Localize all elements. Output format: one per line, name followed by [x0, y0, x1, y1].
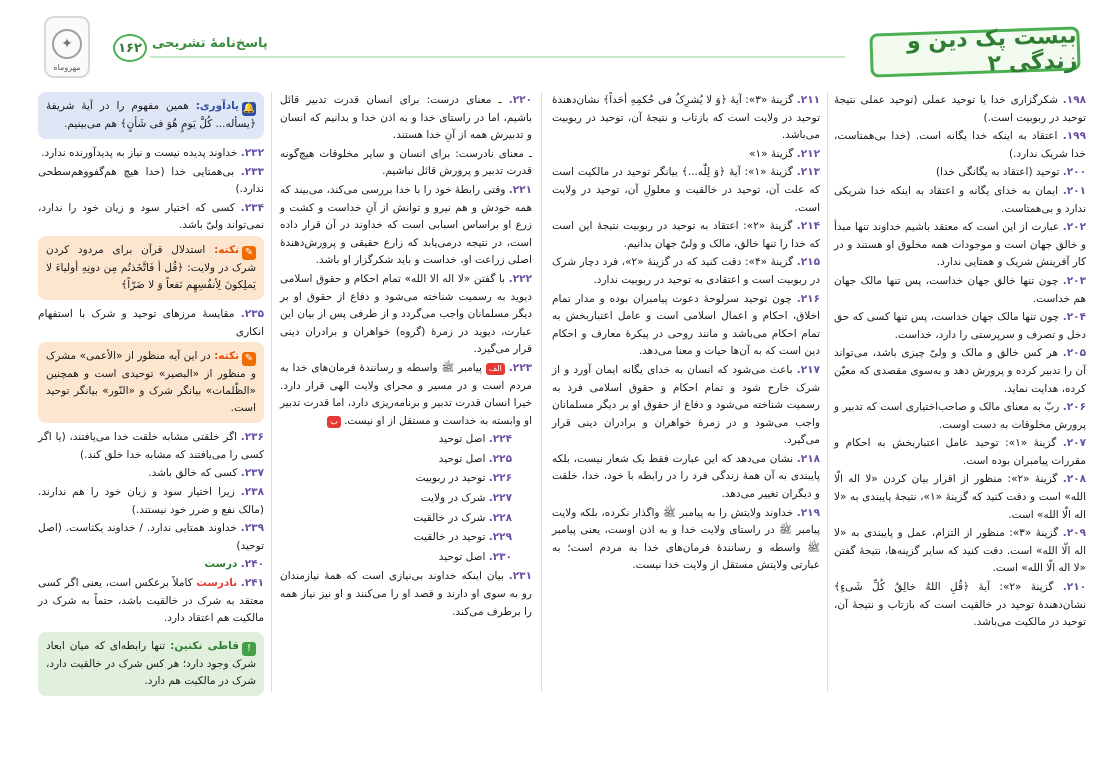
answer-item: ۲۴۱. نادرست کاملاً برعکس است، یعنی اگر کسی معتقد به شرک در خالقیت باشد، حتماً به شرک در مالکیت هم اعتقاد دارد. — [38, 576, 264, 625]
answer-item — [38, 465, 264, 483]
answer-item — [38, 520, 264, 555]
answer-text: پیامبر ﷺ واسطه و رسانندهٔ فرمان‌های خدا به مردم است و در مسیر و مجرای ولایت الهی قرار دارد. خیرا انسان قدرت تدبیر و برنامه‌ریزی دارد، اما قدرت تدبیر او وابسته به خداست و مستقل از او نیست. — [280, 361, 532, 427]
answer-number: ۲۰۰. — [1062, 166, 1086, 179]
answer-number: ۲۱۰. — [1062, 581, 1087, 594]
answer-item — [552, 146, 820, 164]
answer-number: ۲۲۲. — [508, 272, 532, 285]
answer-text: گزینهٔ «۱» — [749, 147, 794, 160]
answer-text: چون توحید سرلوحهٔ دعوت پیامبران بوده و مدار تمام اخلاق، احکام و اعمال اسلامی است و عامل اعتباربخش به تمام احکام می‌باشد و مانند روحی در پیکرهٔ معارف و احکام دین است که به آن‌ها حیات و معنا می‌دهد. — [552, 292, 820, 358]
answer-item — [280, 549, 512, 567]
answer-item — [834, 128, 1086, 163]
page-header — [0, 0, 1100, 80]
answer-text: گزینهٔ «۴»: دقت کنید که در گزینهٔ «۲»، فرد دچار شرک در ربوبیت است و اعتقادی به توحید در ربوبیت ندارد. — [552, 256, 820, 286]
answer-text: ـ معنای نادرست: برای انسان و سایر مخلوقات هیچ‌گونه قدرت تدبیر و پرورش قائل نباشیم. — [280, 147, 532, 178]
answer-item — [280, 271, 532, 359]
answer-item — [552, 291, 820, 361]
answer-text: کسی که خالق باشد. — [148, 467, 238, 480]
reminder-box — [38, 92, 264, 139]
answer-item — [834, 219, 1086, 272]
status-incorrect: نادرست — [196, 576, 238, 589]
column-divider — [541, 92, 542, 692]
answer-item — [834, 471, 1086, 524]
answer-number: ۲۳۶. — [240, 431, 264, 444]
answer-item — [280, 182, 532, 270]
answer-number: ۲۲۶. — [488, 472, 512, 485]
answer-text: اصل توحید — [438, 452, 486, 465]
answer-text: شکرگزاری خدا یا توحید عملی (توحید عملی نتیجهٔ توحید در ربوبیت است.) — [834, 94, 1086, 124]
answer-item — [834, 92, 1086, 127]
answer-text: شرک در ولایت — [420, 492, 486, 505]
answer-number: ۲۱۲. — [796, 147, 820, 160]
answer-text: بی‌همتایی خدا (خدا هیچ هم‌گفووهم‌سطحی ندارد.) — [38, 165, 264, 196]
answer-text: گزینهٔ «۳»: منظور از التزام، عمل و پایبندی به «لا اله الّا الله» است. دقت کنید که سایر گزینه‌ها، نتیجهٔ گفتن «لا اله الّا الله» است. — [834, 527, 1086, 575]
answer-number: ۲۱۷. — [796, 363, 820, 376]
answer-number: ۲۳۳. — [240, 165, 265, 178]
answer-item — [280, 470, 512, 488]
answer-item — [834, 164, 1086, 182]
answer-item — [552, 362, 820, 450]
bell-icon: 🔔 — [242, 103, 256, 114]
answer-item: ۲۳۱. بیان اینکه خداوند بی‌نیازی است که همهٔ نیازمندان رو به سوی او دارند و قصد او را می‌کنند و او نیز نیاز همه را برطرف می‌کند. — [280, 570, 532, 618]
answer-item — [38, 164, 264, 199]
answer-item: ۲۳۵. مقایسهٔ مرزهای توحید و شرک با استفهام انکاری — [38, 307, 264, 338]
publisher-name: مهروماه — [53, 63, 81, 72]
answer-number: ۲۲۵. — [488, 452, 512, 465]
answer-text: هر کس خالق و مالک و ولیّ چیزی باشد، می‌تواند آن را تدبیر کرده و پرورش دهد و به‌سوی مقصدی که معیّن کرده، هدایت نماید. — [834, 347, 1086, 395]
answer-text: اعتقاد به اینکه خدا یگانه است. (خدا بی‌همتاست، خدا شریک ندارد.) — [834, 130, 1086, 160]
note-box — [38, 342, 264, 423]
answer-number: ۲۰۱. — [1062, 184, 1086, 197]
answer-text: عبارت از این است که معتقد باشیم خداوند تنها مبدأ و خالق جهان است و موجودات همه مخلوق او هستند و در کار آفرینش شریک و همتایی ندارد. — [834, 221, 1086, 269]
answer-item — [280, 360, 532, 430]
answer-number: ۲۱۱. — [796, 94, 821, 106]
short-answer-list — [280, 431, 532, 566]
answer-item — [834, 183, 1086, 218]
answers-column-4 — [38, 92, 264, 702]
answer-item — [552, 505, 820, 575]
answers-column-3 — [280, 92, 532, 622]
answer-number: ۲۰۵. — [1062, 347, 1086, 360]
answer-item — [834, 345, 1086, 398]
warning-text: تنها رابطه‌ای که میان ابعاد شرک وجود دارد؛ هر کس شرک در خالقیت دارد، شرک در مالکیت هم دارد. — [46, 639, 256, 687]
answer-item — [552, 451, 820, 504]
answer-text: زیرا اختیار سود و زیان خود را هم ندارند. (مالک نفع و ضرر خود نیستند.) — [38, 485, 264, 516]
answer-text: اصل توحید — [438, 433, 486, 446]
answer-text: توحید در ربوبیت — [415, 472, 486, 485]
answer-item — [280, 431, 512, 449]
answer-text: خداوند ولایتش را به پیامبر ﷺ واگذار نکرده، بلکه ولایت پیامبر ﷺ در راستای ولایت خدا و به اذن اوست، یعنی پیامبر ﷺ واسطه و رسانندهٔ فرمان‌های خدا به مردم است؛ به عبارتی ولایتش مستقل از ولایت خدا نیست. — [552, 506, 820, 572]
answer-number: ۲۱۳. — [796, 166, 821, 179]
answer-text: گزینهٔ «۲»: آیهٔ ﴿قُلِ اللهُ خالِقُ کُلِّ شَیءٍ﴾ نشان‌دهندهٔ توحید در خالقیت است که بازتاب و نتیجهٔ آن، توحید در مالکیت می‌باشد. — [834, 581, 1086, 629]
note-title: نکته: — [214, 350, 239, 363]
answer-item — [280, 490, 512, 508]
answers-column-1 — [834, 92, 1086, 633]
answer-number: ۲۲۰. — [508, 94, 532, 106]
answer-text: خداوند پدیده نیست و نیاز به پدیدآورنده ندارد. — [41, 147, 238, 159]
page-number: ۱۶۲ — [113, 34, 147, 62]
answer-number: ۲۰۸. — [1062, 473, 1087, 486]
part-a-badge: الف — [486, 363, 505, 375]
answer-number: ۲۰۶. — [1062, 401, 1086, 414]
answer-text: ایمان به خدای یگانه و اعتقاد به اینکه خدا شریکی ندارد و بی‌همتاست. — [834, 184, 1086, 215]
answer-number: ۲۱۴. — [796, 220, 821, 233]
column-divider — [271, 92, 272, 692]
answer-number: ۲۳۷. — [240, 467, 264, 480]
answer-number: ۲۲۸. — [488, 511, 512, 524]
answer-text: شرک در خالقیت — [413, 511, 486, 524]
status-correct: درست — [204, 558, 238, 571]
answer-item: ۲۴۰. درست — [204, 558, 264, 571]
answer-item — [834, 273, 1086, 308]
answer-text: گزینهٔ «۲»: اعتقاد به توحید در ربوبیت نتیجهٔ این است که خدا را تنها خالق، مالک و ولیّ جهان بدانیم. — [552, 220, 820, 250]
answer-number: ۱۹۸. — [1062, 94, 1087, 106]
answer-number: ۲۳۹. — [240, 522, 264, 535]
answer-number: ۲۲۳. — [508, 361, 533, 374]
answer-item — [280, 529, 512, 547]
answer-item — [280, 510, 512, 528]
answer-item — [834, 435, 1086, 470]
brand-logo: بیست پک دین و زندگی ۲ — [869, 26, 1080, 77]
answer-item — [280, 146, 532, 181]
answer-item — [280, 451, 512, 469]
answer-number: ۲۰۳. — [1062, 274, 1086, 287]
answer-number: ۲۲۴. — [488, 433, 512, 446]
answer-number: ۲۱۶. — [796, 292, 820, 305]
answer-item — [38, 200, 264, 235]
column-divider — [827, 92, 828, 692]
answer-item — [38, 484, 264, 519]
answer-number: ۲۳۴. — [240, 201, 264, 214]
note-title: نکته: — [214, 243, 239, 256]
answer-text: اصل توحید — [438, 550, 486, 563]
answer-text: ربّ به معنای مالک و صاحب‌اختیاری است که تدبیر و پرورش مخلوقات به دست اوست. — [834, 401, 1086, 431]
reminder-title: یادآوری: — [195, 100, 239, 112]
answer-text: گزینهٔ «۱»: توحید عامل اعتباربخش به احکام و مقررات پیامبران بوده است. — [834, 437, 1086, 467]
note-icon: ✎ — [242, 246, 256, 260]
answer-text: توحید (اعتقاد به یگانگی خدا) — [935, 166, 1060, 179]
answer-item — [552, 254, 820, 289]
answer-text: خداوند همتایی ندارد. / خداوند یکتاست. (اصل توحید) — [38, 522, 264, 552]
part-b-badge: ب — [327, 416, 341, 428]
answer-text: نشان می‌دهد که این عبارت فقط یک شعار نیست، بلکه پایبندی به آن همهٔ زندگی فرد را در رابطه با خود، خدا، خلقت و دیگران تغییر می‌دهد. — [552, 452, 820, 501]
reminder-text: همین مفهوم را در آیهٔ شریفهٔ ﴿یسأله... کُلَّ یَومٍ هُوَ فی شَأنٍ﴾ هم می‌بینیم. — [46, 100, 256, 130]
answer-item — [834, 579, 1086, 632]
answer-number: ۲۳۸. — [240, 485, 265, 498]
answer-item — [38, 429, 264, 464]
answer-item — [834, 399, 1086, 434]
answer-text: کسی که اختیار سود و زیان خود را ندارد، نمی‌تواند ولیّ باشد. — [38, 201, 264, 232]
warning-box — [38, 632, 264, 696]
note-text: استدلال قرآن برای مردود کردن شرک در ولایت: ﴿قُل أ فَاتَّخَذتُم مِن دونِهِ أولیاءَ لا یَملِکونَ لِأنفُسِهِم نَفعاً وَ لا ضَرّاً﴾ — [46, 243, 256, 291]
warning-title: قاطی نکنین: — [170, 639, 239, 652]
answer-item — [552, 164, 820, 217]
note-icon: ✎ — [242, 352, 256, 366]
publisher-logo — [44, 16, 90, 78]
answer-text: چون تنها مالک جهان خداست، پس تنها کسی که حق دخل و تصرف و سرپرستی را دارد، خداست. — [834, 311, 1086, 341]
answer-number: ۲۰۷. — [1062, 437, 1086, 450]
answer-text: گزینهٔ «۲»: منظور از اقرار بیان کردن «لا اله الّا الله» است و دقت کنید که گزینهٔ «۱»، نتیجهٔ پایبندی به «لا اله الّا الله» است. — [834, 473, 1086, 521]
answer-item — [834, 525, 1086, 578]
page-label: پاسخ‌نامهٔ تشریحی — [152, 36, 268, 51]
answer-number: ۲۲۷. — [488, 492, 512, 505]
answer-text: گزینهٔ «۱»: آیهٔ ﴿وَ لِلّٰه...﴾ بیانگر توحید در مالکیت است که علت آن، توحید در خالقیت و معلولِ آن، توحید در ولایت است. — [552, 166, 820, 214]
note-box — [38, 236, 264, 300]
answer-text: توحید در خالقیت — [413, 531, 486, 544]
answer-text: وقتی رابطهٔ خود را با خدا بررسی می‌کند، می‌بیند که همه خودش و هم نیرو و توانش از آنِ خداست و کشت و زرع او براساس اسبابی است که خداوند در آن قرار داده است، در نتیجه درمی‌یابد که زارع حقیقی و پرورش‌دهندهٔ اصلی زراعت او، خداست و باید شکرگزار او باشد. — [280, 183, 532, 267]
answer-number: ۲۲۹. — [488, 531, 512, 544]
answers-column-2 — [552, 92, 820, 576]
publisher-emblem-icon: ✦ — [52, 29, 82, 59]
answer-item — [834, 309, 1086, 344]
answer-number: ۲۲۱. — [508, 183, 532, 196]
answer-text: اگر خلقتی مشابه خلقت خدا می‌یافتند، (یا اگر کسی را می‌یافتند که مشابه خدا خلق کند.) — [38, 431, 264, 461]
answer-number: ۱۹۹. — [1062, 130, 1086, 143]
answer-text: با گفتن «لا اله الا الله» تمام احکام و حقوق اسلامی دیوید به رسمیت شناخته می‌شود و دفاع از حقوق او بر دیگر مسلمانان واجب می‌گردد و از طرفی پس از بیان این عبارت، دیوید در زمرهٔ (گروه) خواهران و برادران دینی قرار می‌گیرد. — [280, 272, 532, 356]
answer-number: ۲۰۹. — [1062, 527, 1086, 540]
answer-item — [38, 145, 264, 163]
header-divider — [150, 56, 845, 58]
answer-item — [552, 218, 820, 253]
answer-number: ۲۰۴. — [1062, 311, 1086, 324]
answer-text: باعث می‌شود که انسان به خدای یگانه ایمان آورد و از شرک خارج شود و تمام احکام و حقوق اسلامی فرد به رسمیت شناخته می‌شود و دفاع از حقوق او بر دیگر مسلمانان واجب می‌شود و در زمرهٔ خواهران و برادران دینی قرار می‌گیرد. — [552, 363, 820, 447]
answer-text: گزینهٔ «۳»: آیهٔ ﴿وَ لا یُشرِکُ فی حُکمِهِ أحَداً﴾ نشان‌دهندهٔ توحید در ولایت است که بازتاب و نتیجهٔ آن، توحید در ربوبیت می‌باشد. — [552, 94, 820, 142]
note-text: در این آیه منظور از «الأعمی» مشرک و منظور از «البصیر» توحیدی است و همچنین «الظّلمات» بیانگر شرک و «النّور» بیانگر توحید است. — [46, 350, 256, 415]
answer-number: ۲۳۰. — [488, 550, 512, 563]
answer-number: ۲۱۸. — [796, 452, 821, 465]
answer-item — [280, 92, 532, 145]
answer-number: ۲۱۵. — [796, 256, 820, 269]
answer-number: ۲۰۲. — [1062, 221, 1086, 234]
answer-item — [552, 92, 820, 145]
answer-number: ۲۱۹. — [796, 506, 820, 519]
answer-text: چون تنها خالق جهان خداست، پس تنها مالک جهان هم خداست. — [834, 274, 1086, 305]
answer-text: ـ معنای درست: برای انسان قدرت تدبیر قائل باشیم، اما در راستای خدا و به اذن خدا و بدانیم که انسان و تدبیرش همه از آنِ خدا هستند. — [280, 94, 532, 142]
answer-number: ۲۳۲. — [240, 147, 264, 159]
warning-icon: ! — [242, 642, 256, 656]
